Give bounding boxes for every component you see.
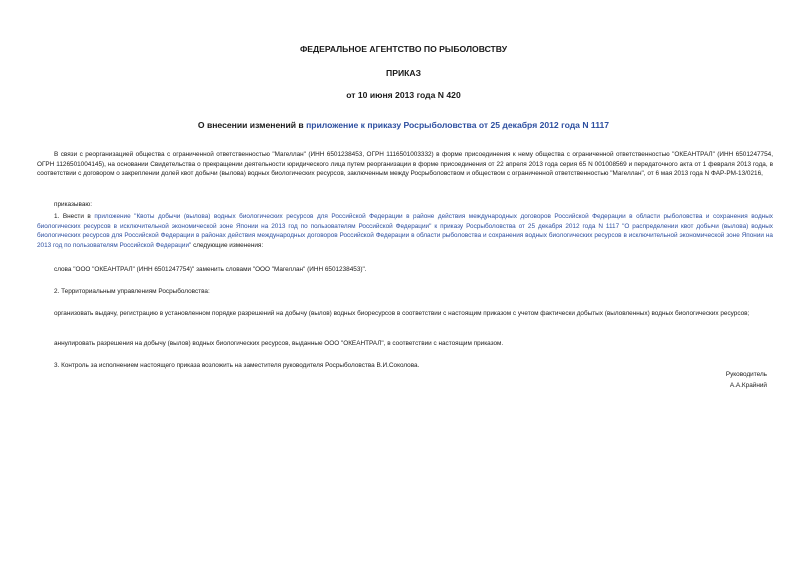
intro-paragraph: В связи с реорганизацией общества с ограниченной ответственностью "Магеллан" (ИНН 6501238453, ОГРН 1116501003332) в форме присоединения к нему общества с ограниченной ответственностью "ОКЕАНТРАЛ" (ИНН 6501247754, ОГРН 1126501004145), на основании Свидетельства о прекращении деятельности юридического лица путем реорганизации в форме присоединения от 22 апреля 2013 года серия 65 N 001008569 и передаточного акта от 1 февраля 2013 года, в соответствии с договором о закреплении долей квот добычи (вылова) водных биологических ресурсов, заключенным между Росрыболовством и обществом с ограниченной ответственностью "Магеллан", от 6 мая 2013 года N ФАР-РМ-13/0216, — [37, 151, 773, 178]
agency-title: ФЕДЕРАЛЬНОЕ АГЕНТСТВО ПО РЫБОЛОВСТВУ — [299, 44, 508, 54]
item3-paragraph: 3. Контроль за исполнением настоящего приказа возложить на заместителя руководителя Росрыболовства В.И.Соколова. — [54, 362, 420, 369]
item1-appendix-link[interactable]: приложение "Квоты добычи (вылова) водных биологических ресурсов для Российской Федерации в районе действия международных договоров Российской Федерации в области рыболовства и сохранения водных биологических ресурсов в исключительной экономической зоне Японии на 2013 год по пользователям Российской Федерации" к приказу Росрыболовства от 25 декабря 2012 года N 1117 "О распределении квот добычи (вылова) водных биологических ресурсов для Российской Федерации в районах действия международных договоров Российской Федерации в области рыболовства и сохранения водных биологических ресурсов в исключительной экономической зоне Японии на 2013 год по пользователям Российской Федерации" — [37, 213, 773, 249]
words-replace-paragraph: слова "ООО "ОКЕАНТРАЛ" (ИНН 6501247754)" заменить словами "ООО "Магеллан" (ИНН 6501238453)". — [54, 266, 367, 273]
item2b-paragraph: аннулировать разрешения на добычу (вылов) водных биологических ресурсов, выданные ООО "ОКЕАНТРАЛ", в соответствии с настоящим приказом. — [54, 340, 504, 347]
doc-title — [0, 120, 807, 130]
item1-suffix: следующие изменения: — [191, 241, 264, 249]
item1-paragraph — [37, 212, 773, 250]
item2-paragraph: 2. Территориальным управлениям Росрыболовства: — [54, 288, 210, 295]
item1-prefix: 1. Внести в — [54, 213, 95, 220]
doc-title-link[interactable]: приложение к приказу Росрыболовства от 25 декабря 2012 года N 1117 — [306, 120, 610, 130]
order-word: приказываю: — [54, 201, 92, 208]
signature-position: Руководитель — [725, 371, 767, 378]
doc-title-prefix: О внесении изменений в — [197, 120, 307, 130]
doc-type: ПРИКАЗ — [386, 68, 421, 78]
doc-date-number: от 10 июня 2013 года N 420 — [346, 90, 461, 100]
item2a-paragraph: организовать выдачу, регистрацию в установленном порядке разрешений на добычу (вылов) водных биоресурсов в соответствии с настоящим приказом с учетом фактически добытых (выловленных) водных биологических ресурсов; — [54, 310, 750, 317]
signature-name: А.А.Крайний — [729, 382, 767, 389]
